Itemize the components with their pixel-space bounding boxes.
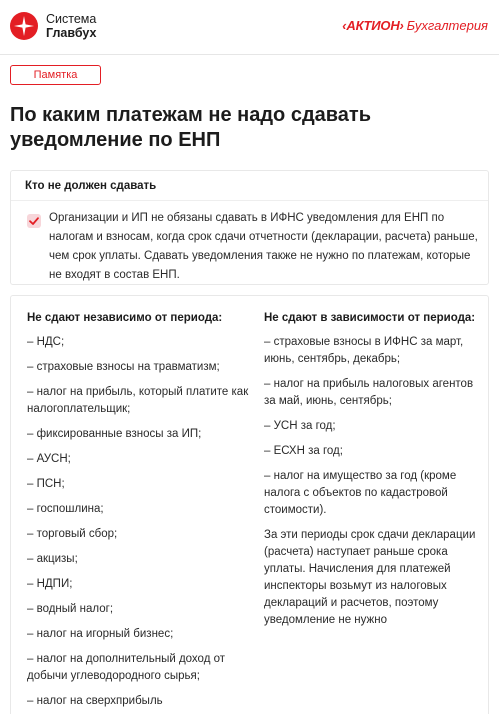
info-box-divider	[11, 200, 488, 201]
glavbukh-logo[interactable]	[10, 12, 97, 40]
list-item: – водный налог;	[27, 603, 114, 615]
list-item: – ПСН;	[27, 478, 65, 490]
right-column-note: За эти периоды срок сдачи декларации (расчета) наступает раньше срока уплаты. Начисления для платежей инспекторы возьмут из налоговых деклараций и расчетов, поэтому уведомление не нужно	[264, 529, 476, 626]
list-item: – НДС;	[27, 336, 65, 348]
right-column-heading: Не сдают в зависимости от периода:	[264, 312, 476, 324]
list-item: – налог на сверхприбыль	[27, 695, 163, 707]
checkmark-icon	[27, 214, 41, 228]
logo-line2: Главбух	[46, 26, 97, 40]
list-item: – страховые взносы в ИФНС за март, июнь, сентябрь, декабрь;	[264, 336, 464, 365]
list-item: – налог на дополнительный доход от добычи углеводородного сырья;	[27, 653, 226, 682]
list-item: – УСН за год;	[264, 420, 336, 432]
list-item: – налог на имущество за год (кроме налога с объектов по кадастровой стоимости).	[264, 470, 457, 516]
list-item: – фиксированные взносы за ИП;	[27, 428, 202, 440]
left-column-heading: Не сдают независимо от периода:	[27, 312, 223, 324]
left-column	[27, 310, 252, 714]
logo-line1: Система	[46, 12, 97, 26]
list-item: – торговый сбор;	[27, 528, 118, 540]
list-item: – страховые взносы на травматизм;	[27, 361, 220, 373]
list-item: – АУСН;	[27, 453, 71, 465]
header	[0, 0, 499, 54]
right-column	[264, 310, 484, 629]
info-box-text: Организации и ИП не обязаны сдавать в ИФНС уведомления для ЕНП по налогам и взносам, когда срок сдачи отчетности (декларации, расчета) раньше, чем срок уплаты. Сдавать уведомления также не нужно по платежам, которые не входят в состав ЕНП.	[49, 212, 478, 281]
star-icon	[10, 12, 38, 40]
info-box	[10, 170, 489, 285]
list-item: – налог на игорный бизнес;	[27, 628, 174, 640]
brand-name: ‹АКТИОН›	[342, 18, 404, 33]
payments-box	[10, 295, 489, 714]
category-tag: Памятка	[10, 65, 101, 85]
list-item: – акцизы;	[27, 553, 78, 565]
list-item: – налог на прибыль налоговых агентов за май, июнь, сентябрь;	[264, 378, 474, 407]
list-item: – налог на прибыль, который платите как налогоплательщик;	[27, 386, 249, 415]
header-divider	[0, 54, 499, 55]
list-item: – ЕСХН за год;	[264, 445, 343, 457]
aktion-logo[interactable]	[342, 18, 488, 33]
list-item: – НДПИ;	[27, 578, 73, 590]
page-title: По каким платежам не надо сдавать уведомление по ЕНП	[10, 104, 372, 151]
info-box-heading: Кто не должен сдавать	[25, 180, 157, 192]
list-item: – госпошлина;	[27, 503, 104, 515]
product-name: Бухгалтерия	[406, 18, 488, 33]
